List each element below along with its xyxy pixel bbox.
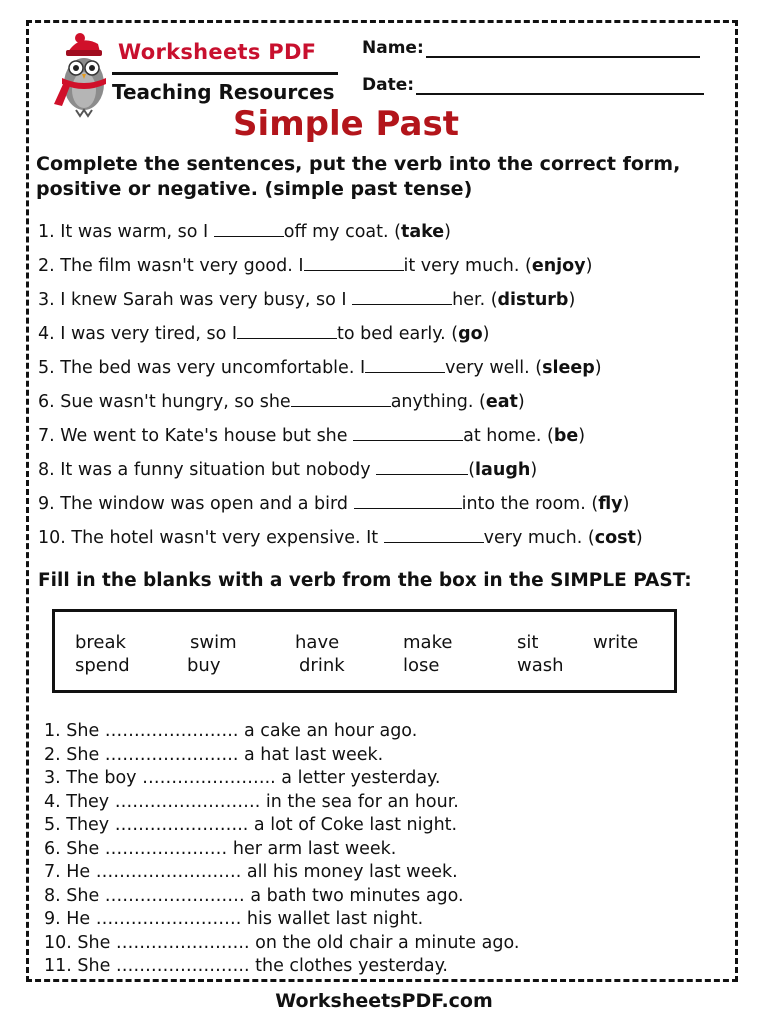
exercise2-item: 11. She ………………….. the clothes yesterday. xyxy=(44,956,448,976)
verb-word: swim xyxy=(190,632,237,653)
verb-word: lose xyxy=(403,655,440,676)
exercise2-item: 7. He ……………………. all his money last week. xyxy=(44,862,458,882)
exercise1-item: 9. The window was open and a bird into the room. (fly) xyxy=(38,494,630,514)
verb-word: spend xyxy=(75,655,130,676)
verb-box xyxy=(52,609,677,693)
answer-blank[interactable] xyxy=(354,494,462,509)
answer-blank[interactable] xyxy=(352,290,452,305)
exercise1-item: 10. The hotel wasn't very expensive. It very much. (cost) xyxy=(38,528,643,548)
exercise1-item: 5. The bed was very uncomfortable. I very well. (sleep) xyxy=(38,358,602,378)
answer-blank[interactable] xyxy=(376,460,468,475)
answer-blank[interactable] xyxy=(353,426,463,441)
exercise2-instructions: Fill in the blanks with a verb from the box in the SIMPLE PAST: xyxy=(38,570,692,591)
brand-divider xyxy=(112,72,338,75)
exercise1-item: 1. It was warm, so I off my coat. (take) xyxy=(38,222,451,242)
verb-word: have xyxy=(295,632,340,653)
exercise1-instructions: Complete the sentences, put the verb into the correct form, positive or negative. (simple past tense) xyxy=(36,153,681,200)
verb-word: make xyxy=(403,632,453,653)
exercise2-item: 2. She ………………….. a hat last week. xyxy=(44,744,384,765)
answer-blank[interactable] xyxy=(365,358,445,373)
exercise2-list xyxy=(44,720,519,979)
verb-word: write xyxy=(593,632,639,653)
exercise1-item: 6. Sue wasn't hungry, so she anything. (eat) xyxy=(38,392,525,412)
footer-website: WorksheetsPDF.com xyxy=(275,990,493,1012)
exercise2-item: 5. They ………………….. a lot of Coke last night. xyxy=(44,815,458,835)
verb-word: buy xyxy=(187,655,221,676)
answer-blank[interactable] xyxy=(304,256,404,271)
name-label: Name: xyxy=(362,38,424,58)
answer-blank[interactable] xyxy=(214,222,284,237)
date-label: Date: xyxy=(362,75,415,95)
verb-word: sit xyxy=(517,632,539,653)
answer-blank[interactable] xyxy=(237,324,337,339)
exercise1-list xyxy=(38,219,728,559)
exercise1-item: 3. I knew Sarah was very busy, so I her. (disturb) xyxy=(38,290,576,310)
brand-title: Worksheets PDF xyxy=(118,40,317,64)
verb-word: drink xyxy=(299,655,345,676)
brand-subtitle: Teaching Resources xyxy=(112,80,335,104)
exercise2-item: 3. The boy ………………….. a letter yesterday. xyxy=(44,768,441,788)
verb-word: break xyxy=(75,632,126,653)
exercise2-item: 1. She ………………….. a cake an hour ago. xyxy=(44,721,418,741)
exercise1-item: 7. We went to Kate's house but she at home. (be) xyxy=(38,426,586,446)
page-title: Simple Past xyxy=(233,104,459,144)
answer-blank[interactable] xyxy=(291,392,391,407)
verb-word: wash xyxy=(517,655,564,676)
answer-blank[interactable] xyxy=(384,528,484,543)
exercise2-item: 4. They ……………………. in the sea for an hour. xyxy=(44,791,459,812)
exercise1-item: 2. The film wasn't very good. I it very much. (enjoy) xyxy=(38,256,593,276)
exercise1-item: 8. It was a funny situation but nobody (laugh) xyxy=(38,460,538,480)
date-line[interactable] xyxy=(416,77,704,95)
exercise2-item: 9. He ……………………. his wallet last night. xyxy=(44,909,424,929)
name-line[interactable] xyxy=(426,40,700,58)
exercise1-item: 4. I was very tired, so I to bed early. (go) xyxy=(38,324,490,344)
name-field[interactable] xyxy=(362,38,700,58)
exercise2-item: 8. She …………………… a bath two minutes ago. xyxy=(44,885,464,906)
exercise2-item: 10. She ………………….. on the old chair a minute ago. xyxy=(44,932,520,953)
exercise2-item: 6. She ………………… her arm last week. xyxy=(44,838,397,859)
date-field[interactable] xyxy=(362,75,704,95)
